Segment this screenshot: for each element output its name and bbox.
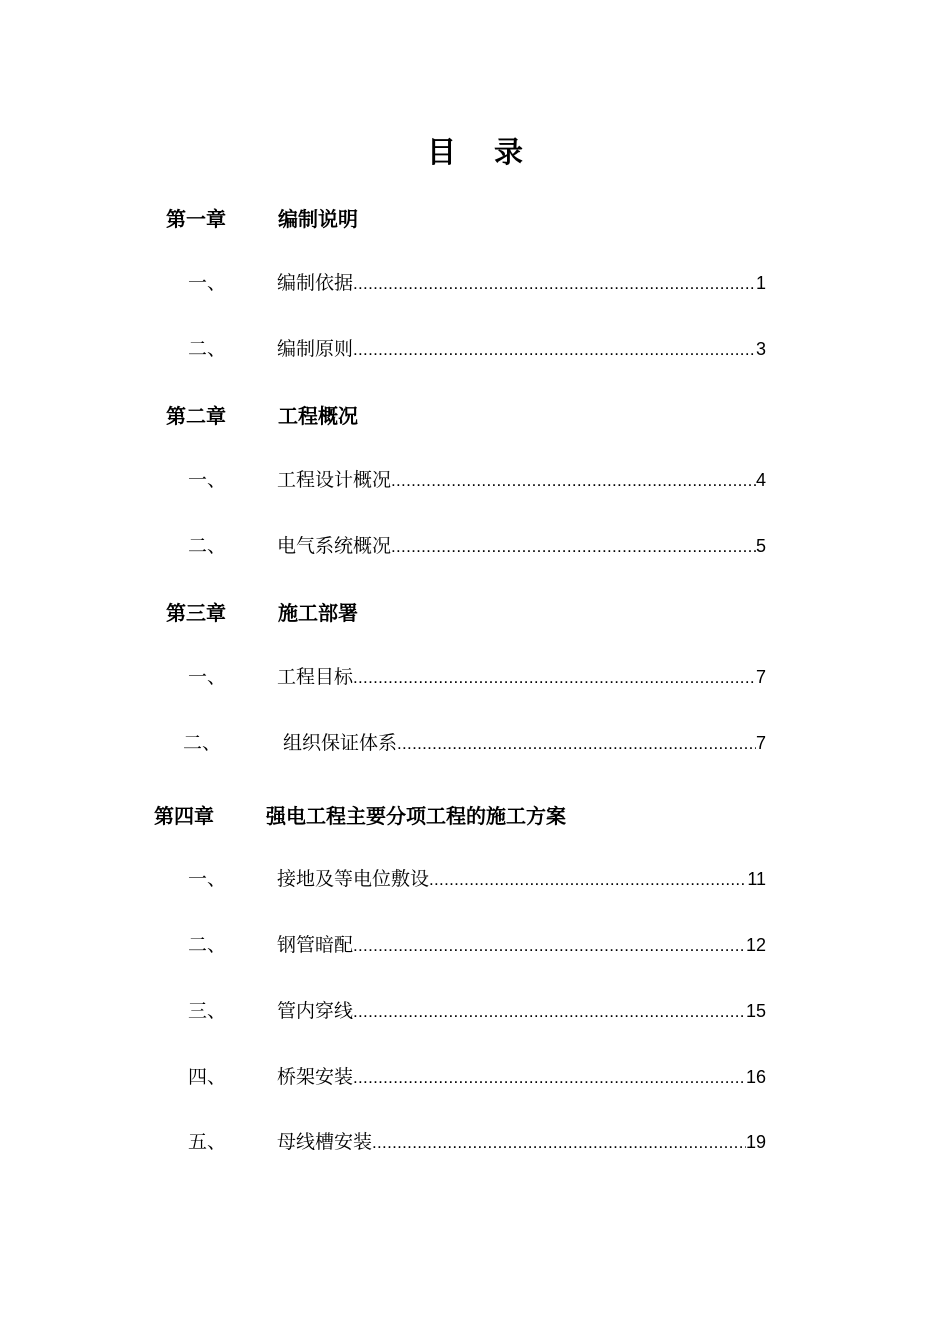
toc-title: 目 录 [426, 135, 538, 169]
entry-title: 工程设计概况 [277, 469, 392, 491]
leader-dots [353, 668, 756, 688]
entry-page-number: 12 [745, 935, 766, 955]
chapter-number: 第二章 [166, 404, 226, 428]
chapter-title: 编制说明 [278, 207, 358, 231]
entry-page-number: 4 [755, 470, 766, 490]
entry-title: 接地及等电位敷设 [277, 868, 430, 890]
entry-title: 管内穿线 [277, 1000, 354, 1022]
leader-dots [353, 936, 746, 956]
entry-number: 三、 [188, 1000, 227, 1022]
entry-page-number: 1 [755, 273, 766, 293]
entry-page-number: 15 [745, 1001, 766, 1021]
chapter-number: 第三章 [166, 601, 226, 625]
chapter-number: 第四章 [154, 804, 214, 828]
leader-dots [353, 340, 756, 360]
entry-page-number: 3 [755, 339, 766, 359]
entry-number: 二、 [188, 535, 227, 557]
leader-dots [391, 471, 756, 491]
chapter-number: 第一章 [166, 207, 226, 231]
leader-dots [397, 734, 756, 754]
entry-page-number: 19 [745, 1132, 766, 1152]
entry-title: 编制依据 [277, 272, 354, 294]
entry-page-number: 11 [747, 869, 766, 889]
entry-number: 五、 [188, 1131, 227, 1153]
entry-number: 二、 [188, 934, 227, 956]
entry-number: 一、 [188, 868, 227, 890]
entry-number: 二、 [183, 732, 222, 754]
leader-dots [429, 870, 747, 890]
entry-number: 一、 [188, 666, 227, 688]
leader-dots [353, 1068, 746, 1088]
entry-title: 编制原则 [277, 338, 354, 360]
leader-dots [372, 1133, 746, 1153]
entry-page-number: 7 [755, 667, 766, 687]
leader-dots [353, 1002, 746, 1022]
chapter-title: 强电工程主要分项工程的施工方案 [266, 804, 566, 828]
entry-title: 母线槽安装 [277, 1131, 373, 1153]
entry-number: 四、 [188, 1066, 227, 1088]
entry-title: 工程目标 [277, 666, 354, 688]
chapter-title: 施工部署 [278, 601, 358, 625]
entry-title: 桥架安装 [277, 1066, 354, 1088]
chapter-title: 工程概况 [278, 404, 358, 428]
entry-page-number: 5 [755, 536, 766, 556]
entry-number: 一、 [188, 469, 227, 491]
entry-title: 电气系统概况 [277, 535, 392, 557]
entry-title: 组织保证体系 [283, 732, 398, 754]
entry-title: 钢管暗配 [277, 934, 354, 956]
leader-dots [353, 274, 756, 294]
leader-dots [391, 537, 756, 557]
entry-page-number: 16 [745, 1067, 766, 1087]
entry-number: 二、 [188, 338, 227, 360]
entry-page-number: 7 [755, 733, 766, 753]
entry-number: 一、 [188, 272, 227, 294]
